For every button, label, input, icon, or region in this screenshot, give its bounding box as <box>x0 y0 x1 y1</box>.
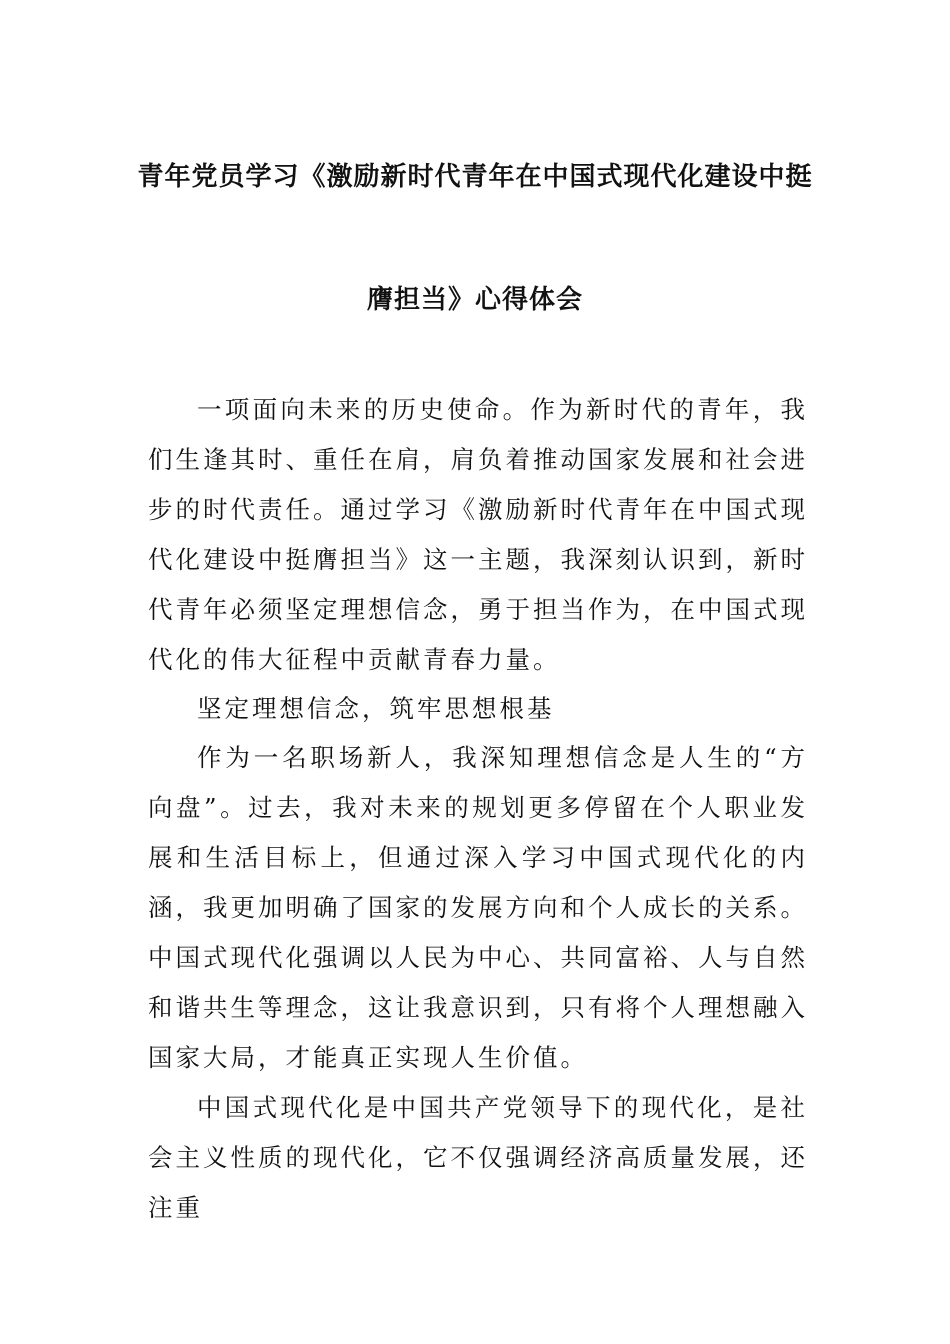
document-title-line-2: 膺担当》心得体会 <box>366 285 583 315</box>
paragraph-intro: 一项面向未来的历史使命。作为新时代的青年，我们生逢其时、重任在肩，肩负着推动国家发展和社会进步的时代责任。通过学习《激励新时代青年在中国式现代化建设中挺膺担当》这一主题，我深刻认识到，新时代青年必须坚定理想信念，勇于担当作为，在中国式现代化的伟大征程中贡献青春力量。 <box>148 395 808 674</box>
document-title-line-1: 青年党员学习《激励新时代青年在中国式现代化建设中挺 <box>137 162 813 192</box>
paragraph-modernization: 中国式现代化是中国共产党领导下的现代化，是社会主义性质的现代化，它不仅强调经济高质量发展，还注重 <box>148 1093 808 1222</box>
paragraph-ideals: 作为一名职场新人，我深知理想信念是人生的“方向盘”。过去，我对未来的规划更多停留在个人职业发展和生活目标上，但通过深入学习中国式现代化的内涵，我更加明确了国家的发展方向和个人成长的关系。中国式现代化强调以人民为中心、共同富裕、人与自然和谐共生等理念，这让我意识到，只有将个人理想融入国家大局，才能真正实现人生价值。 <box>148 743 808 1072</box>
section-heading: 坚定理想信念，筑牢思想根基 <box>197 694 555 723</box>
